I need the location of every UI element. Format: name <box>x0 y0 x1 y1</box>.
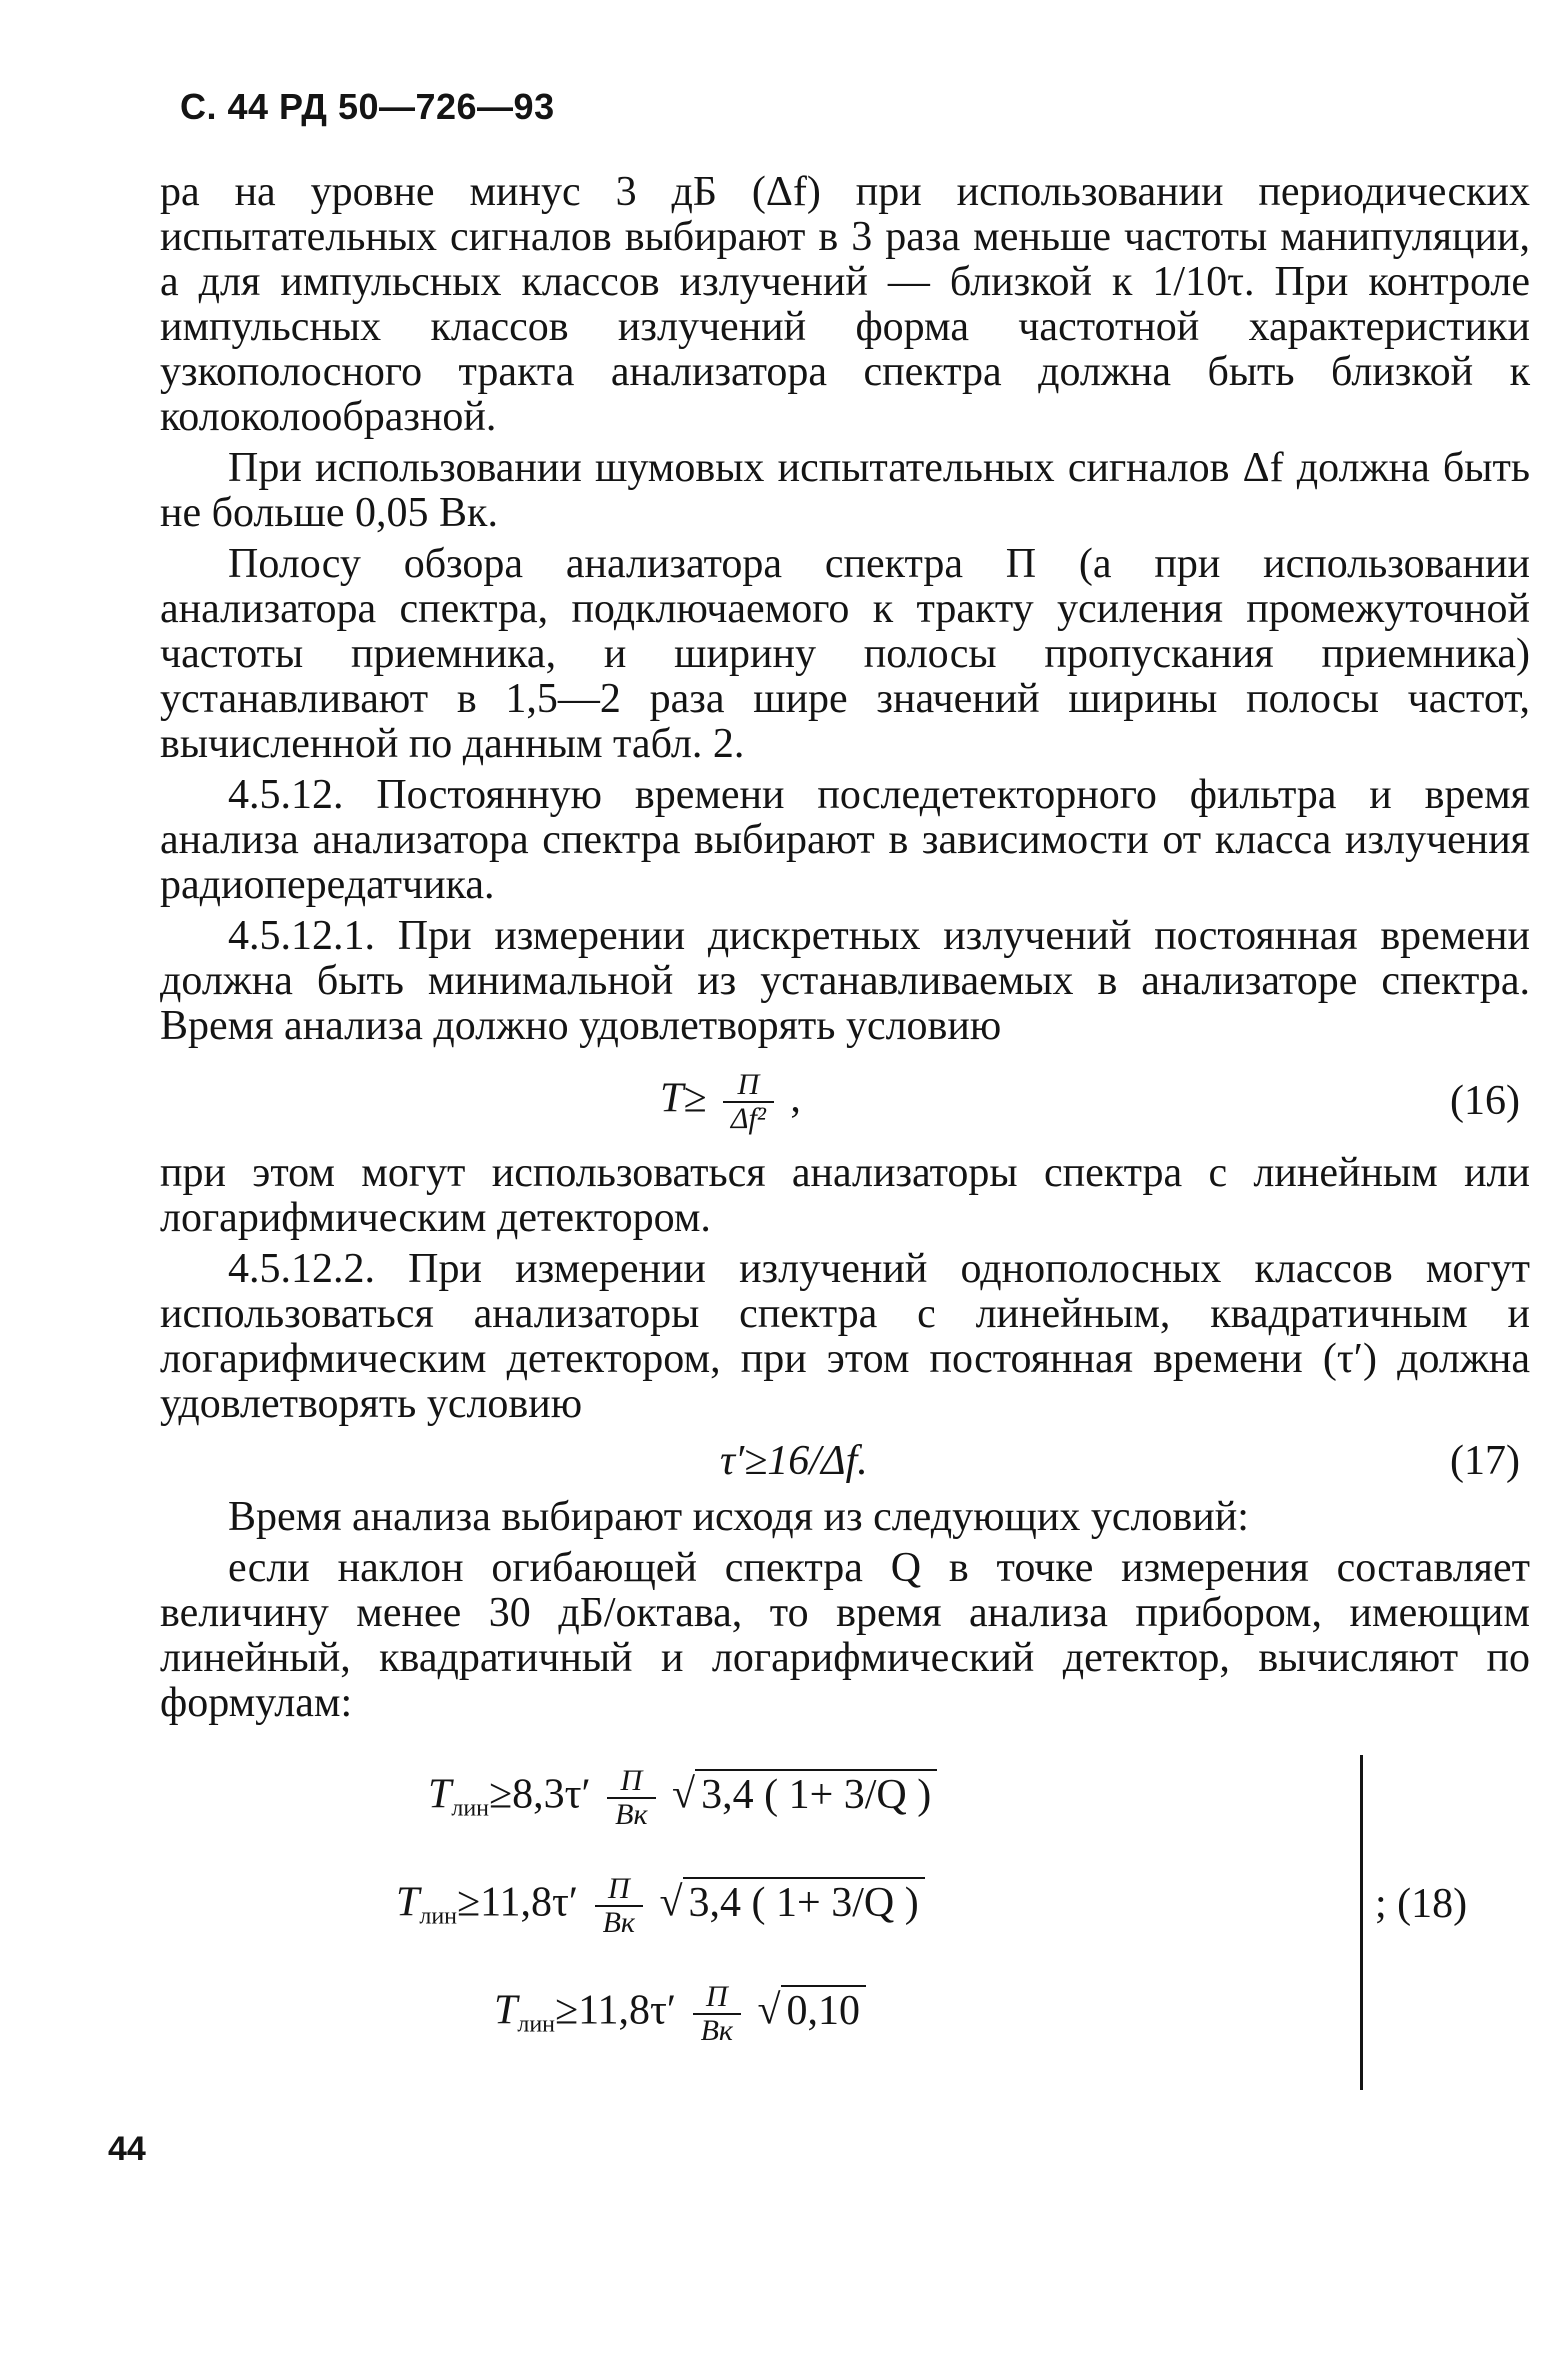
system-row-2: $T_{лин}\ge 11,8\tau'$ $\frac{П}{Bк}$ √ 3,4 ( 1+ 3/Q ) <box>396 1873 925 1939</box>
formula-system-18 <box>390 1755 1520 2095</box>
formula-text: τ′≥16/Δf. <box>720 1438 868 1484</box>
paragraph: 4.5.12.1. При измерении дискретных излучений постоянная времени должна быть минимальной из устанавливаемых в анализаторе спектра. Время анализа должно удовлетворять условию <box>160 913 1530 1049</box>
fraction: $\frac{П}{\text{Δf²}}$ <box>723 1069 774 1135</box>
equation-number: (16) <box>1450 1078 1520 1124</box>
paragraph: 4.5.12. Постоянную времени последетекторного фильтра и время анализа анализатора спектра выбирают в зависимости от класса излучения радиопередатчика. <box>160 772 1530 908</box>
paragraph: Полосу обзора анализатора спектра П (а при использовании анализатора спектра, подключаемого к тракту усиления промежуточной частоты приемника, и ширину полосы пропускания приемника) устанавливают в 1,5—2 раза шире значений ширины полосы частот, вычисленной по данным табл. 2. <box>160 541 1530 767</box>
paragraph: Время анализа выбирают исходя из следующих условий: <box>228 1494 1249 1540</box>
right-brace <box>1348 1755 1363 2090</box>
paragraph: если наклон огибающей спектра Q в точке измерения составляет величину менее 30 дБ/октава, то время анализа прибором, имеющим линейный, квадратичный и логарифмический детектор, вычисляют по формулам: <box>160 1545 1530 1726</box>
paragraph: ра на уровне минус 3 дБ (Δf) при использовании периодических испытательных сигналов выбирают в 3 раза меньше частоты манипуляции, а для импульсных классов излучений — близкой к 1/10τ. При контроле импульсных классов излучений форма частотной характеристики узкополосного тракта анализатора спектра должна быть близкой к колоколообразной. <box>160 169 1530 440</box>
fraction: $\frac{П}{Bк}$ <box>607 1765 655 1831</box>
paragraph: При использовании шумовых испытательных сигналов Δf должна быть не больше 0,05 Bк. <box>160 445 1530 536</box>
paragraph: 4.5.12.2. При измерении излучений однополосных классов могут использоваться анализаторы спектра с линейным, квадратичным и логарифмическим детектором, при этом постоянная времени (τ′) должна удовлетворять условию <box>160 1246 1530 1427</box>
equation-number: ; (18) <box>1375 1881 1468 1927</box>
equation-number: (17) <box>1450 1438 1520 1484</box>
body-text <box>160 170 1530 1732</box>
system-row-1: $T_{лин}\ge 8,3\tau'$ $\frac{П}{Bк}$ √ 3,4 ( 1+ 3/Q ) <box>428 1765 937 1831</box>
fraction: $\frac{П}{Bк}$ <box>693 1981 741 2047</box>
formula-lhs: T≥ <box>660 1075 707 1122</box>
system-row-3: $T_{лин}\ge 11,8\tau'$ $\frac{П}{Bк}$ √ 0,10 <box>494 1981 866 2047</box>
paragraph: при этом могут использоваться анализаторы спектра с линейным или логарифмическим детектором. <box>160 1150 1530 1241</box>
running-header: С. 44 РД 50—726—93 <box>180 86 555 127</box>
formula-17 <box>160 1433 1530 1491</box>
formula-16: T≥ $\frac{П}{\text{Δf²}}$ , (16) <box>660 1068 1520 1135</box>
page-number: 44 <box>108 2130 146 2168</box>
fraction: $\frac{П}{Bк}$ <box>595 1873 643 1939</box>
